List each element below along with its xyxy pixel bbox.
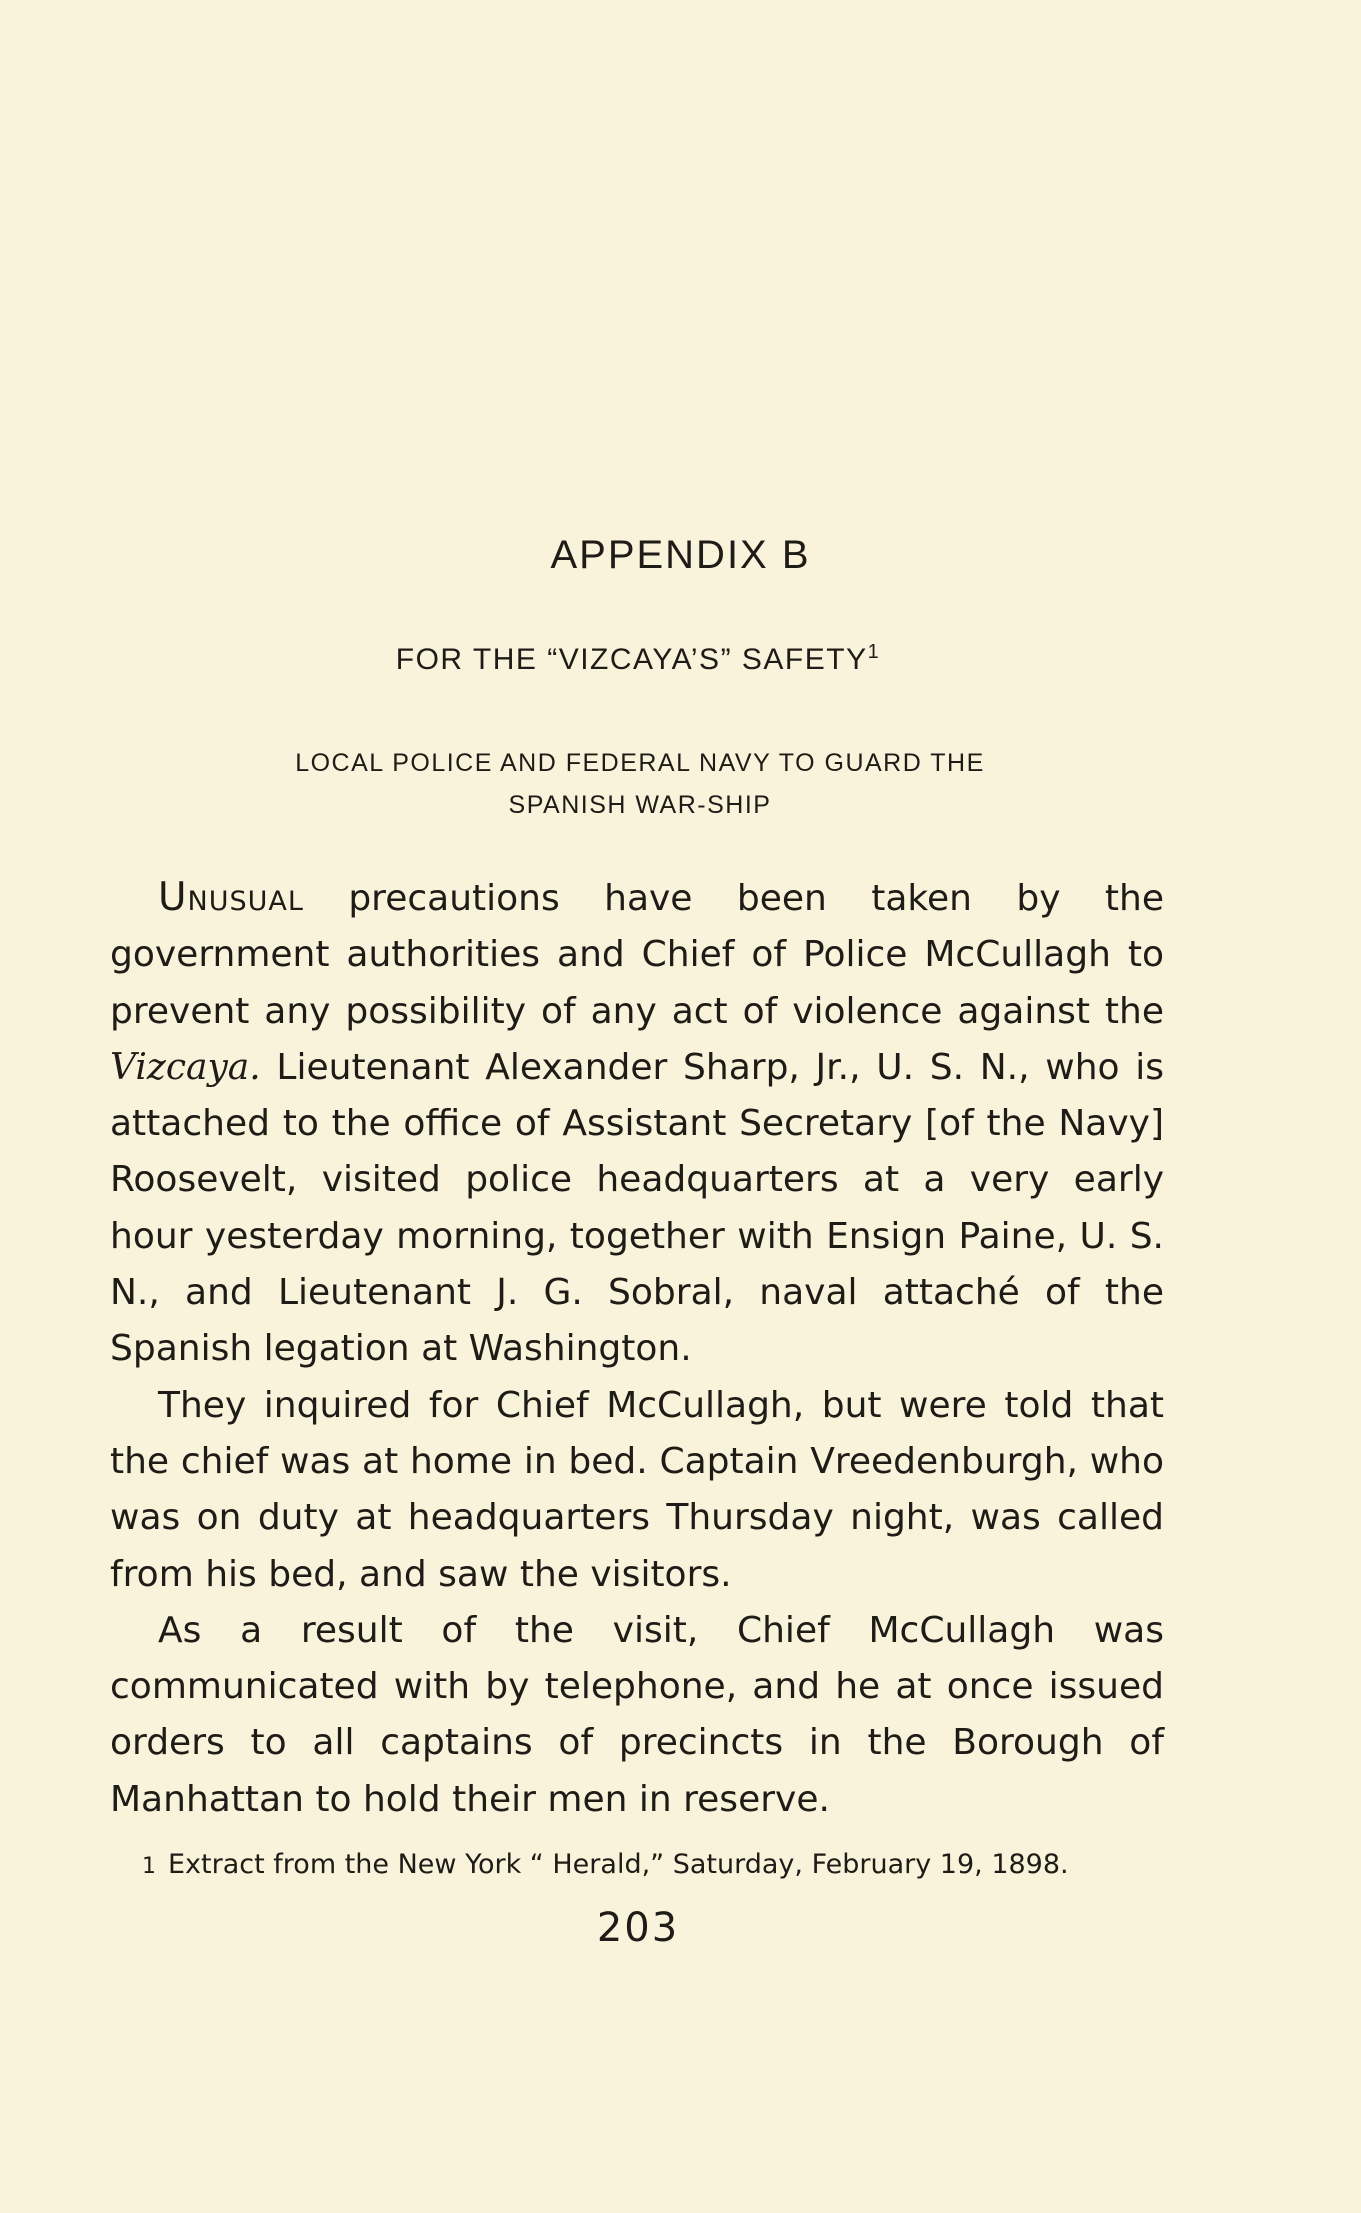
- paragraph-lead-word: Unusual: [158, 875, 304, 920]
- paragraph-3: As a result of the visit, Chief McCullagh was communicated with by telephone, and he at once issued orders to all captains of precincts in the Borough of Manhattan to hold their men in reserve.: [110, 1609, 1164, 1820]
- footnote: [142, 1845, 1182, 1887]
- appendix-title: APPENDIX B: [550, 533, 811, 577]
- paragraph-1-text-b: Lieutenant Alexander Sharp, Jr., U. S. N., who is attached to the office of Assistant Secretary [of the Navy] Roosevelt, visited police headquarters at a very early hour yesterday morning, together with Ensign Paine, U. S. N., and Lieutenant J. G. Sobral, naval attaché of the Spanish legation at Washington.: [110, 1046, 1164, 1370]
- footnote-marker: 1: [142, 1854, 156, 1879]
- paragraph-2: They inquired for Chief McCullagh, but were told that the chief was at home in bed. Captain Vreedenburgh, who was on duty at headquarters Thursday night, was called from his bed, and saw the visitors.: [110, 1384, 1164, 1595]
- body-text: [110, 870, 1164, 1828]
- footnote-reference: 1: [867, 641, 881, 663]
- page-number: 203: [596, 1905, 680, 1951]
- ship-name: Vizcaya.: [110, 1046, 261, 1088]
- subheading-line-1: LOCAL POLICE AND FEDERAL NAVY TO GUARD THE: [295, 749, 985, 777]
- paragraph-1: [110, 870, 1164, 1378]
- footnote-text: Extract from the New York “ Herald,” Saturday, February 19, 1898.: [168, 1849, 1069, 1880]
- section-subheading: [100, 742, 1180, 826]
- section-title: [0, 638, 1276, 682]
- subheading-line-2: SPANISH WAR-SHIP: [508, 791, 772, 819]
- paragraph-1-text-a: precautions have been taken by the government authorities and Chief of Police McCullagh to prevent any possibility of any act of violence against the: [110, 878, 1164, 1032]
- section-title-text: FOR THE “VIZCAYA’S” SAFETY: [395, 643, 868, 676]
